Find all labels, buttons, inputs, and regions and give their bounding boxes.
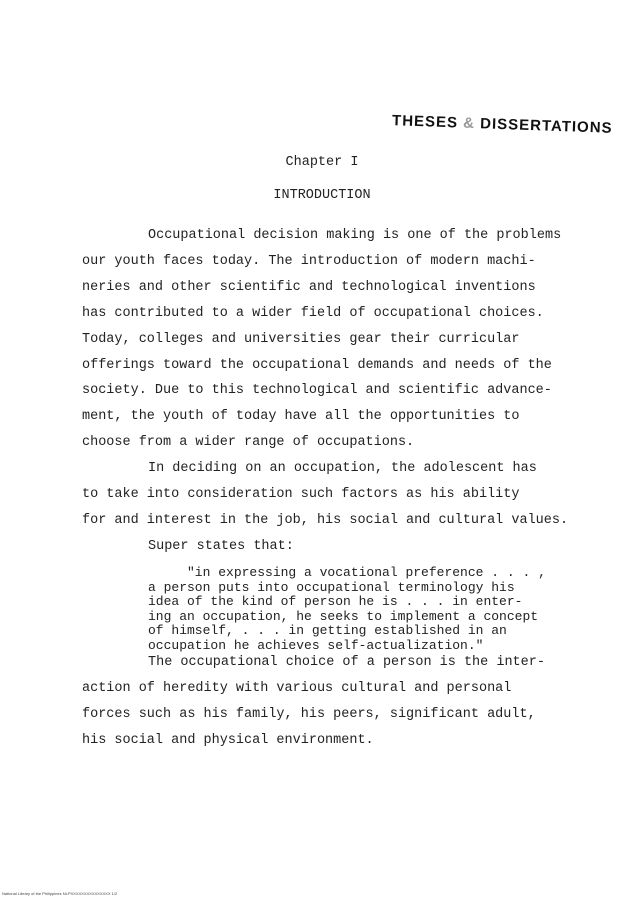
block-quote: "in expressing a vocational preference . . . , a person puts into occupational terminology his idea of the kind of person he is . . . in enter- ing an occupation, he seeks to implement a concept of himself, . . . in getting established in an occupation he achieves self-actualization." bbox=[148, 565, 546, 653]
paragraph-3-line: forces such as his family, his peers, significant adult, bbox=[82, 707, 536, 722]
paragraph-1-line: offerings toward the occupational demands and needs of the bbox=[82, 358, 552, 373]
paragraph-1-line: Occupational decision making is one of the problems bbox=[148, 228, 562, 243]
paragraph-1-line: neries and other scientific and technological inventions bbox=[82, 280, 536, 295]
stamp-text-2: & bbox=[457, 114, 481, 133]
paragraph-3-line: The occupational choice of a person is the inter- bbox=[148, 655, 545, 670]
paragraph-1-line: Today, colleges and universities gear their curricular bbox=[82, 332, 520, 347]
paragraph-2-line: to take into consideration such factors as his ability bbox=[82, 487, 520, 502]
paragraph-2-line: In deciding on an occupation, the adolescent has bbox=[148, 461, 537, 476]
paragraph-3-line: action of heredity with various cultural and personal bbox=[82, 681, 512, 696]
paragraph-1-line: has contributed to a wider field of occupational choices. bbox=[82, 306, 544, 321]
theses-dissertations-stamp bbox=[392, 112, 613, 137]
stamp-text-3: DISSERTATIONS bbox=[479, 115, 613, 137]
paragraph-1-line: choose from a wider range of occupations. bbox=[82, 435, 415, 450]
page-footer: National Library of the Philippines NLPXXXXXXXXXXXXXXX 1/2 bbox=[2, 891, 118, 896]
paragraph-1-line: ment, the youth of today have all the opportunities to bbox=[82, 409, 520, 424]
paragraph-1-line: society. Due to this technological and scientific advance- bbox=[82, 383, 552, 398]
paragraph-2-line: for and interest in the job, his social and cultural values. bbox=[82, 513, 569, 528]
paragraph-1-line: our youth faces today. The introduction of modern machi- bbox=[82, 254, 536, 269]
super-intro-line: Super states that: bbox=[148, 539, 294, 554]
chapter-heading: Chapter I bbox=[285, 155, 359, 170]
title-heading: INTRODUCTION bbox=[273, 188, 371, 203]
paragraph-3-line: his social and physical environment. bbox=[82, 733, 374, 748]
stamp-text-1: THESES bbox=[391, 112, 459, 132]
